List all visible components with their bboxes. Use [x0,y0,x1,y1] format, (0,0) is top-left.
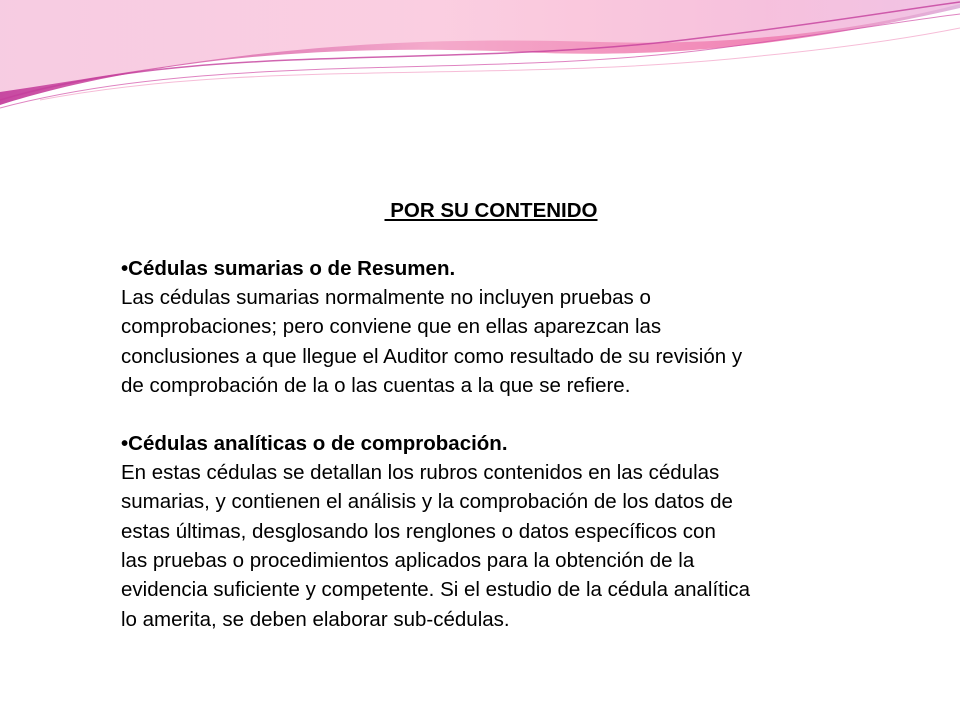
section-analytic-schedules [121,429,881,634]
section-heading: •Cédulas sumarias o de Resumen. [121,257,456,280]
body-line: las pruebas o procedimientos aplicados para la obtención de la [121,549,695,573]
body-line: lo amerita, se deben elaborar sub-cédulas. [121,607,510,631]
slide-title: POR SU CONTENIDO [384,199,598,222]
body-line: sumarias, y contienen el análisis y la comprobación de los datos de [121,490,733,514]
section-heading: •Cédulas analíticas o de comprobación. [121,432,508,456]
body-line: Las cédulas sumarias normalmente no incluyen pruebas o [121,286,651,309]
body-line: de comprobación de la o las cuentas a la que se refiere. [121,373,631,397]
body-line: estas últimas, desglosando los renglones o datos específicos con [121,519,716,543]
section-summary-schedules [121,254,881,400]
body-line: comprobaciones; pero conviene que en ellas aparezcan las [121,315,662,339]
body-line: conclusiones a que llegue el Auditor como resultado de su revisión y [121,344,743,368]
body-line: En estas cédulas se detallan los rubros contenidos en las cédulas [121,461,720,485]
body-line: evidencia suficiente y competente. Si el estudio de la cédula analítica [121,578,751,602]
header-wave-decoration [0,0,960,115]
slide-body [121,196,881,634]
